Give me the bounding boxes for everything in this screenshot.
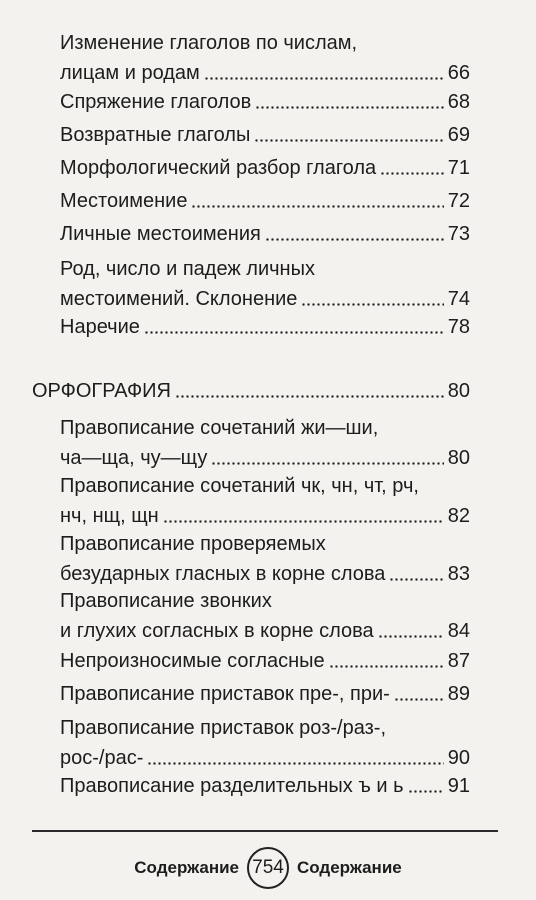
dot-leader xyxy=(301,300,443,308)
toc-page-number: 72 xyxy=(447,190,470,212)
toc-entry-text: Возвратные глаголы xyxy=(60,124,251,146)
footer-divider xyxy=(32,830,498,832)
toc-page-number: 83 xyxy=(447,563,470,585)
toc-page-number: 91 xyxy=(447,775,470,797)
dot-leader xyxy=(255,103,444,111)
toc-entry-text: Правописание приставок пре-, при- xyxy=(60,683,390,705)
toc-entry-text: Морфологический разбор глагола xyxy=(60,157,377,179)
toc-page-number: 90 xyxy=(447,747,470,769)
toc-entry-text: рос-/рас- xyxy=(60,747,144,769)
dot-leader xyxy=(211,459,443,467)
toc-entry-text: Наречие xyxy=(60,316,140,338)
dot-leader xyxy=(380,169,444,177)
dot-leader xyxy=(191,202,443,210)
dot-leader xyxy=(389,575,443,583)
toc-page-number: 78 xyxy=(447,316,470,338)
toc-page-number: 80 xyxy=(447,380,470,402)
toc-entry xyxy=(60,679,470,709)
toc-entry xyxy=(60,153,470,183)
toc-entry xyxy=(60,586,470,646)
toc-entry xyxy=(60,254,470,314)
toc-entry xyxy=(60,646,470,676)
toc-page-number: 80 xyxy=(447,447,470,469)
toc-entry xyxy=(60,120,470,150)
toc-page-number: 82 xyxy=(447,505,470,527)
toc-entry xyxy=(60,529,470,589)
toc-entry xyxy=(60,413,470,473)
toc-page-number: 69 xyxy=(447,124,470,146)
toc-entry xyxy=(60,186,470,216)
toc-entry-text: Правописание разделительных ъ и ь xyxy=(60,775,404,797)
toc-entry-text: Правописание проверяемых xyxy=(60,533,326,555)
toc-entry-text: местоимений. Склонение xyxy=(60,288,298,310)
toc-entry xyxy=(60,471,470,531)
toc-entry-text: Спряжение глаголов xyxy=(60,91,252,113)
dot-leader xyxy=(175,392,444,400)
toc-page-number: 68 xyxy=(447,91,470,113)
dot-leader xyxy=(265,235,444,243)
toc-entry-text: безударных гласных в корне слова xyxy=(60,563,386,585)
footer-label-right: Содержание xyxy=(297,858,402,877)
dot-leader xyxy=(147,759,443,767)
toc-entry-text: и глухих согласных в корне слова xyxy=(60,620,374,642)
toc-entry-text: Непроизносимые согласные xyxy=(60,650,325,672)
toc-page-number: 87 xyxy=(447,650,470,672)
page-footer xyxy=(0,846,536,890)
dot-leader xyxy=(163,517,444,525)
toc-page-number: 89 xyxy=(447,683,470,705)
toc-entry-text: Местоимение xyxy=(60,190,188,212)
toc-entry-text: лицам и родам xyxy=(60,62,200,84)
toc-section-heading xyxy=(32,376,470,406)
toc-page-number: 71 xyxy=(447,157,470,179)
section-title: ОРФОГРАФИЯ xyxy=(32,380,171,402)
toc-entry xyxy=(60,771,470,801)
toc-page-number: 74 xyxy=(447,288,470,310)
toc-entry xyxy=(60,28,470,88)
toc-entry-text: Правописание сочетаний жи—ши, xyxy=(60,417,379,439)
dot-leader xyxy=(394,695,444,703)
toc-entry-text: Правописание приставок роз-/раз-, xyxy=(60,717,386,739)
toc-entry-text: ча—ща, чу—щу xyxy=(60,447,208,469)
toc-entry xyxy=(60,219,470,249)
toc-entry xyxy=(60,713,470,773)
dot-leader xyxy=(144,328,444,336)
toc-entry-text: Род, число и падеж личных xyxy=(60,258,315,280)
dot-leader xyxy=(329,662,444,670)
footer-label-left: Содержание xyxy=(134,858,239,877)
dot-leader xyxy=(378,632,444,640)
toc-entry-text: Правописание звонких xyxy=(60,590,272,612)
toc-entry-text: Правописание сочетаний чк, чн, чт, рч, xyxy=(60,475,419,497)
toc-entry-text: Личные местоимения xyxy=(60,223,261,245)
toc-page-number: 66 xyxy=(447,62,470,84)
dot-leader xyxy=(254,136,443,144)
toc-page-number: 73 xyxy=(447,223,470,245)
toc-entry-text: Изменение глаголов по числам, xyxy=(60,32,358,54)
dot-leader xyxy=(408,787,444,795)
toc-entry xyxy=(60,87,470,117)
toc-entry-text: нч, нщ, щн xyxy=(60,505,159,527)
toc-page-number: 84 xyxy=(447,620,470,642)
toc-entry xyxy=(60,312,470,342)
page-number-badge: 754 xyxy=(247,847,289,889)
dot-leader xyxy=(204,74,444,82)
